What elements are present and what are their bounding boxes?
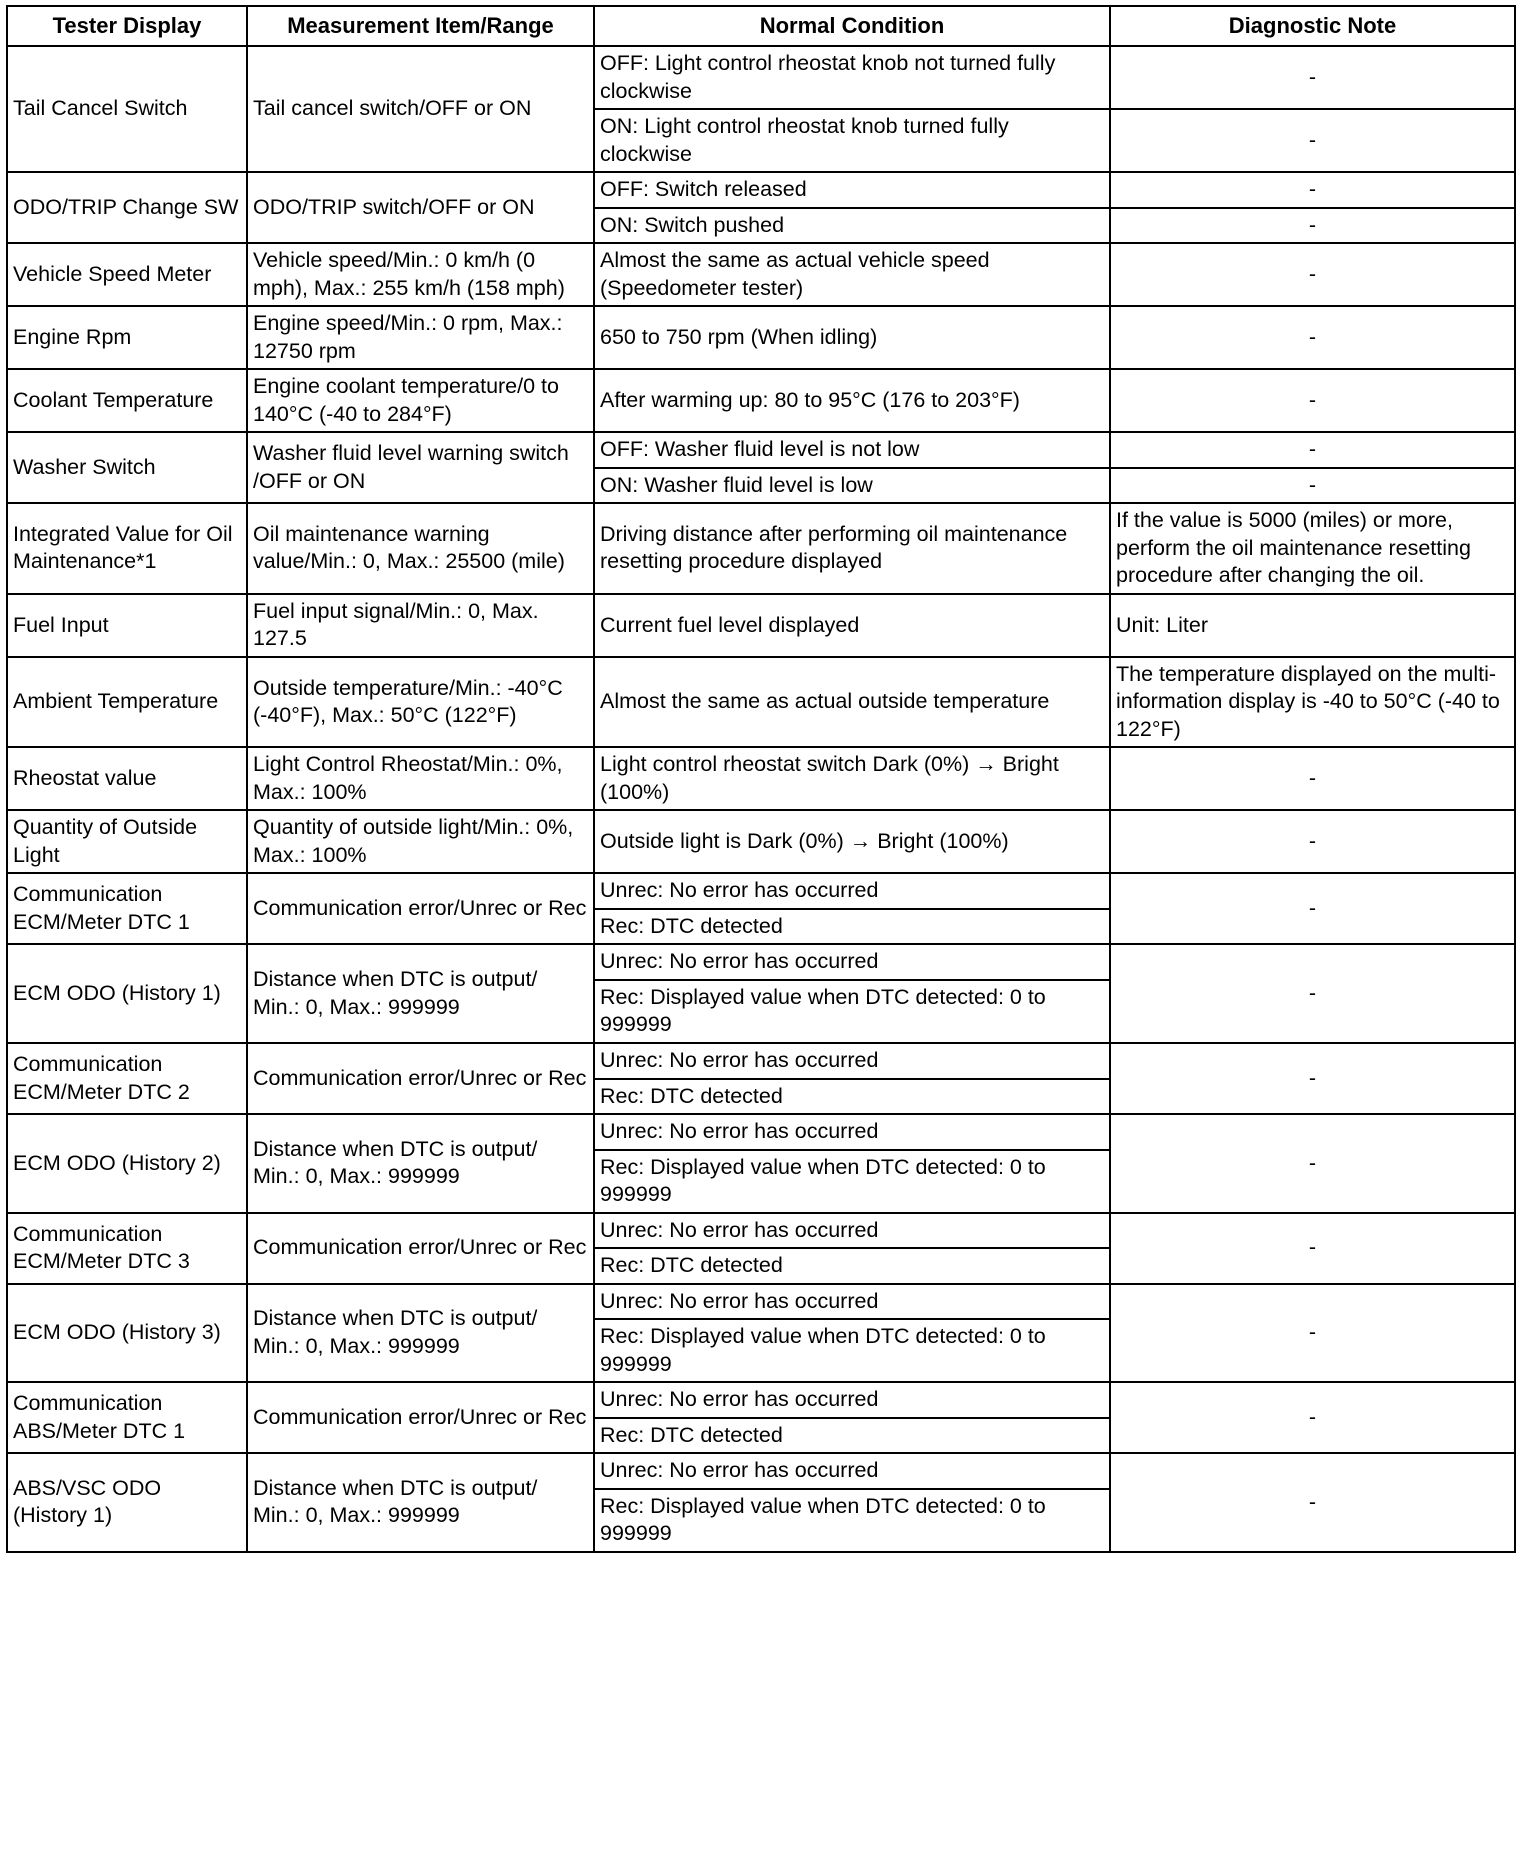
table-row (7, 594, 1515, 657)
table-row (7, 873, 1515, 909)
diagnostic-note-cell: Unit: Liter (1110, 594, 1515, 657)
tester-display-cell: Communication ABS/Meter DTC 1 (7, 1382, 247, 1453)
normal-condition-cell: ON: Light control rheostat knob turned fully clockwise (594, 109, 1110, 172)
table-body (7, 46, 1515, 1552)
tester-display-cell: Integrated Value for Oil Maintenance*1 (7, 503, 247, 594)
diagnostic-note-cell: The temperature displayed on the multi-information display is -40 to 50°C (-40 to 122°F) (1110, 657, 1515, 748)
table-row (7, 657, 1515, 748)
tester-display-cell: ODO/TRIP Change SW (7, 172, 247, 243)
tester-display-cell: Coolant Temperature (7, 369, 247, 432)
table-row (7, 747, 1515, 810)
diagnostic-note-cell: - (1110, 1284, 1515, 1383)
measurement-range-cell: Distance when DTC is output/ Min.: 0, Max.: 999999 (247, 944, 594, 1043)
measurement-range-cell: Quantity of outside light/Min.: 0%, Max.: 100% (247, 810, 594, 873)
measurement-range-cell: Outside temperature/Min.: -40°C (-40°F), Max.: 50°C (122°F) (247, 657, 594, 748)
table-row (7, 1043, 1515, 1079)
diagnostic-note-cell: - (1110, 369, 1515, 432)
diagnostic-note-cell: - (1110, 46, 1515, 109)
table-row (7, 172, 1515, 208)
table-row (7, 1213, 1515, 1249)
normal-condition-cell: Outside light is Dark (0%) → Bright (100%) (594, 810, 1110, 873)
table-row (7, 432, 1515, 468)
measurement-range-cell: Communication error/Unrec or Rec (247, 873, 594, 944)
normal-condition-cell: Rec: DTC detected (594, 1248, 1110, 1284)
normal-condition-cell: Unrec: No error has occurred (594, 1382, 1110, 1418)
header-tester-display: Tester Display (7, 6, 247, 46)
normal-condition-cell: Current fuel level displayed (594, 594, 1110, 657)
diagnostic-note-cell: - (1110, 1453, 1515, 1552)
normal-condition-cell: Almost the same as actual outside temperature (594, 657, 1110, 748)
diagnostic-note-cell: - (1110, 468, 1515, 504)
normal-condition-cell: Almost the same as actual vehicle speed (Speedometer tester) (594, 243, 1110, 306)
tester-display-cell: ECM ODO (History 2) (7, 1114, 247, 1213)
measurement-range-cell: Communication error/Unrec or Rec (247, 1043, 594, 1114)
normal-condition-cell: Unrec: No error has occurred (594, 1453, 1110, 1489)
table-row (7, 944, 1515, 980)
diagnostic-note-cell: - (1110, 1114, 1515, 1213)
measurement-range-cell: Washer fluid level warning switch /OFF or ON (247, 432, 594, 503)
normal-condition-cell: After warming up: 80 to 95°C (176 to 203°F) (594, 369, 1110, 432)
diagnostic-note-cell: - (1110, 810, 1515, 873)
tester-display-cell: Communication ECM/Meter DTC 3 (7, 1213, 247, 1284)
header-normal-condition: Normal Condition (594, 6, 1110, 46)
measurement-range-cell: Engine coolant temperature/0 to 140°C (-40 to 284°F) (247, 369, 594, 432)
table-row (7, 1453, 1515, 1489)
table-row (7, 503, 1515, 594)
table-row (7, 306, 1515, 369)
tester-display-cell: ABS/VSC ODO (History 1) (7, 1453, 247, 1552)
table-row (7, 46, 1515, 109)
header-diagnostic-note: Diagnostic Note (1110, 6, 1515, 46)
diagnostic-note-cell: - (1110, 172, 1515, 208)
table-row (7, 369, 1515, 432)
diagnostic-note-cell: - (1110, 243, 1515, 306)
diagnostic-note-cell: - (1110, 873, 1515, 944)
normal-condition-cell: Unrec: No error has occurred (594, 1284, 1110, 1320)
tester-display-cell: Communication ECM/Meter DTC 2 (7, 1043, 247, 1114)
normal-condition-cell: Rec: DTC detected (594, 1418, 1110, 1454)
data-list-table (6, 5, 1516, 1553)
measurement-range-cell: Distance when DTC is output/ Min.: 0, Max.: 999999 (247, 1284, 594, 1383)
normal-condition-cell: Rec: Displayed value when DTC detected: 0 to 999999 (594, 1150, 1110, 1213)
header-measurement-item: Measurement Item/Range (247, 6, 594, 46)
diagnostic-note-cell: - (1110, 109, 1515, 172)
tester-display-cell: Tail Cancel Switch (7, 46, 247, 172)
normal-condition-cell: Unrec: No error has occurred (594, 1114, 1110, 1150)
normal-condition-cell: Rec: DTC detected (594, 909, 1110, 945)
tester-display-cell: Engine Rpm (7, 306, 247, 369)
measurement-range-cell: Light Control Rheostat/Min.: 0%, Max.: 100% (247, 747, 594, 810)
normal-condition-cell: Unrec: No error has occurred (594, 1043, 1110, 1079)
normal-condition-cell: 650 to 750 rpm (When idling) (594, 306, 1110, 369)
measurement-range-cell: Communication error/Unrec or Rec (247, 1213, 594, 1284)
normal-condition-cell: OFF: Switch released (594, 172, 1110, 208)
normal-condition-cell: Light control rheostat switch Dark (0%) → Bright (100%) (594, 747, 1110, 810)
normal-condition-cell: Driving distance after performing oil maintenance resetting procedure displayed (594, 503, 1110, 594)
table-row (7, 1382, 1515, 1418)
normal-condition-cell: OFF: Light control rheostat knob not turned fully clockwise (594, 46, 1110, 109)
tester-display-cell: Washer Switch (7, 432, 247, 503)
diagnostic-note-cell: - (1110, 747, 1515, 810)
diagnostic-note-cell: - (1110, 306, 1515, 369)
diagnostic-note-cell: - (1110, 1213, 1515, 1284)
table-row (7, 1114, 1515, 1150)
tester-display-cell: ECM ODO (History 3) (7, 1284, 247, 1383)
measurement-range-cell: Vehicle speed/Min.: 0 km/h (0 mph), Max.: 255 km/h (158 mph) (247, 243, 594, 306)
normal-condition-cell: Rec: Displayed value when DTC detected: 0 to 999999 (594, 1319, 1110, 1382)
diagnostic-note-cell: - (1110, 1043, 1515, 1114)
measurement-range-cell: ODO/TRIP switch/OFF or ON (247, 172, 594, 243)
tester-display-cell: Fuel Input (7, 594, 247, 657)
measurement-range-cell: Fuel input signal/Min.: 0, Max. 127.5 (247, 594, 594, 657)
measurement-range-cell: Communication error/Unrec or Rec (247, 1382, 594, 1453)
measurement-range-cell: Oil maintenance warning value/Min.: 0, Max.: 25500 (mile) (247, 503, 594, 594)
header-row (7, 6, 1515, 46)
measurement-range-cell: Distance when DTC is output/ Min.: 0, Max.: 999999 (247, 1114, 594, 1213)
diagnostic-note-cell: - (1110, 1382, 1515, 1453)
table-row (7, 243, 1515, 306)
normal-condition-cell: Rec: Displayed value when DTC detected: 0 to 999999 (594, 980, 1110, 1043)
tester-display-cell: Rheostat value (7, 747, 247, 810)
tester-display-cell: Communication ECM/Meter DTC 1 (7, 873, 247, 944)
diagnostic-note-cell: - (1110, 944, 1515, 1043)
tester-display-cell: Vehicle Speed Meter (7, 243, 247, 306)
table-row (7, 1284, 1515, 1320)
diagnostic-note-cell: - (1110, 208, 1515, 244)
normal-condition-cell: Rec: Displayed value when DTC detected: 0 to 999999 (594, 1489, 1110, 1552)
diagnostic-note-cell: - (1110, 432, 1515, 468)
diagnostic-note-cell: If the value is 5000 (miles) or more, perform the oil maintenance resetting procedure after changing the oil. (1110, 503, 1515, 594)
measurement-range-cell: Distance when DTC is output/ Min.: 0, Max.: 999999 (247, 1453, 594, 1552)
normal-condition-cell: Rec: DTC detected (594, 1079, 1110, 1115)
normal-condition-cell: Unrec: No error has occurred (594, 873, 1110, 909)
normal-condition-cell: Unrec: No error has occurred (594, 944, 1110, 980)
normal-condition-cell: ON: Washer fluid level is low (594, 468, 1110, 504)
measurement-range-cell: Tail cancel switch/OFF or ON (247, 46, 594, 172)
normal-condition-cell: ON: Switch pushed (594, 208, 1110, 244)
measurement-range-cell: Engine speed/Min.: 0 rpm, Max.: 12750 rpm (247, 306, 594, 369)
table-header (7, 6, 1515, 46)
tester-display-cell: Quantity of Outside Light (7, 810, 247, 873)
normal-condition-cell: OFF: Washer fluid level is not low (594, 432, 1110, 468)
tester-display-cell: Ambient Temperature (7, 657, 247, 748)
table-row (7, 810, 1515, 873)
normal-condition-cell: Unrec: No error has occurred (594, 1213, 1110, 1249)
tester-display-cell: ECM ODO (History 1) (7, 944, 247, 1043)
